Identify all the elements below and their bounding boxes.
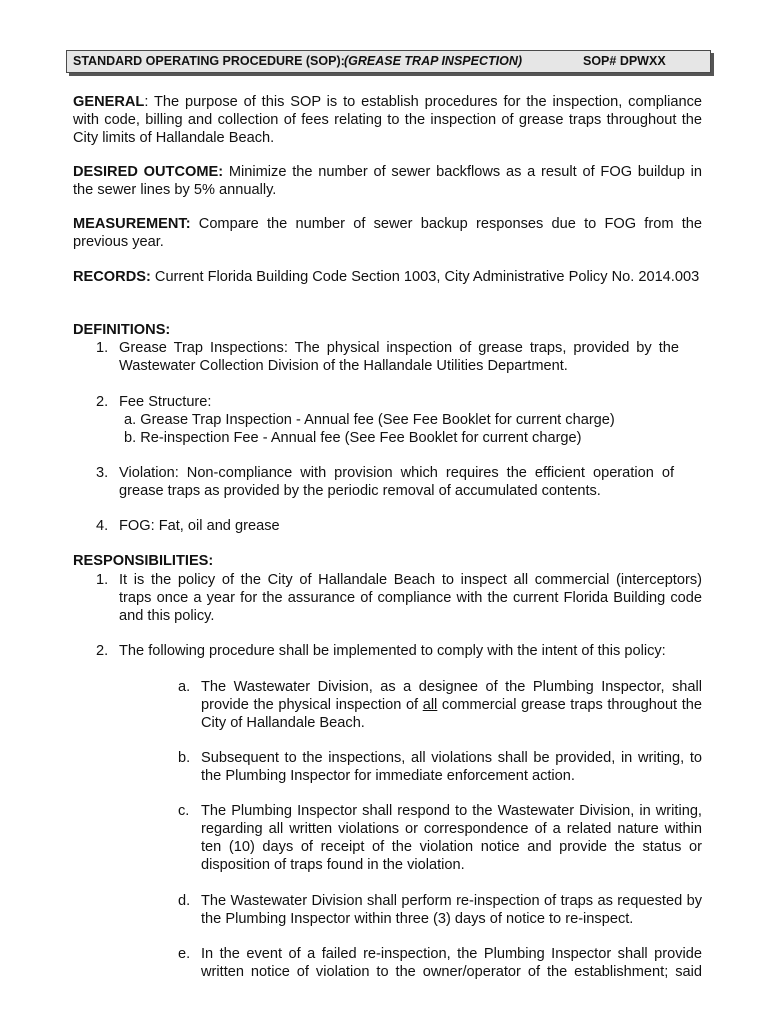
records-section <box>73 268 702 286</box>
responsibility-number: 1. <box>96 572 109 588</box>
definition-item: Fee Structure: <box>119 394 212 410</box>
responsibilities-heading: RESPONSIBILITIES: <box>73 553 214 569</box>
measurement-text: Compare the number of sewer backup responses due to FOG from the previous year. <box>73 216 702 250</box>
records-text: Current Florida Building Code Section 1003, City Administrative Policy No. 2014.003 <box>150 269 700 285</box>
fee-structure-subitem: b. Re-inspection Fee - Annual fee (See Fee Booklet for current charge) <box>124 430 582 446</box>
responsibility-number: 2. <box>96 643 109 659</box>
sop-header-label: STANDARD OPERATING PROCEDURE (SOP): <box>73 54 345 68</box>
procedure-underlined-word: all <box>422 697 438 713</box>
responsibility-item: The following procedure shall be implemented to comply with the intent of this policy: <box>119 643 666 659</box>
measurement-section <box>73 215 702 251</box>
records-heading: RECORDS: <box>73 269 151 285</box>
procedure-letter: d. <box>178 893 191 909</box>
procedure-text-before: The Wastewater Division, as a designee of the Plumbing Inspector, shall provide the physical inspection of <box>201 679 702 713</box>
procedure-text-after: commercial grease traps throughout the City of Hallandale Beach. <box>201 697 702 731</box>
definition-item: Grease Trap Inspections: The physical inspection of grease traps, provided by the Wastewater Collection Division of the Hallandale Utilities Department. <box>119 340 679 374</box>
measurement-heading: MEASUREMENT: <box>73 216 191 232</box>
general-heading: GENERAL <box>73 94 145 110</box>
procedure-item: Subsequent to the inspections, all violations shall be provided, in writing, to the Plumbing Inspector for immediate enforcement action. <box>201 750 702 784</box>
definition-item: FOG: Fat, oil and grease <box>119 518 280 534</box>
procedure-letter: e. <box>178 946 191 962</box>
definition-number: 1. <box>96 340 109 356</box>
procedure-item <box>201 678 702 732</box>
procedure-item: In the event of a failed re-inspection, the Plumbing Inspector shall provide written notice of violation to the owner/operator of the establishment; said <box>201 946 702 980</box>
responsibility-item: It is the policy of the City of Hallandale Beach to inspect all commercial (interceptors) traps once a year for the assurance of compliance with the current Florida Building code and this policy. <box>119 572 702 624</box>
procedure-item: The Wastewater Division shall perform re-inspection of traps as requested by the Plumbing Inspector within three (3) days of notice to re-inspect. <box>201 893 702 927</box>
desired-outcome-section <box>73 163 702 199</box>
definition-item: Violation: Non-compliance with provision which requires the efficient operation of grease traps as provided by the periodic removal of accumulated contents. <box>119 465 674 499</box>
procedure-item: The Plumbing Inspector shall respond to the Wastewater Division, in writing, regarding all written violations or correspondence of a related nature within ten (10) days of receipt of the violation notice and provide the status or disposition of traps found in the violation. <box>201 803 702 873</box>
procedure-letter: b. <box>178 750 191 766</box>
desired-outcome-text: Minimize the number of sewer backflows as a result of FOG buildup in the sewer lines by 5% annually. <box>73 164 703 198</box>
definition-number: 3. <box>96 465 109 481</box>
desired-outcome-heading: DESIRED OUTCOME: <box>73 164 224 180</box>
definition-number: 4. <box>96 518 109 534</box>
definitions-heading: DEFINITIONS: <box>73 322 171 338</box>
general-section <box>73 93 702 147</box>
fee-structure-subitem: a. Grease Trap Inspection - Annual fee (See Fee Booklet for current charge) <box>124 412 615 428</box>
procedure-letter: c. <box>178 803 190 819</box>
sop-header-title: (GREASE TRAP INSPECTION) <box>344 54 523 68</box>
sop-number: SOP# DPWXX <box>583 54 666 68</box>
sop-header-box <box>66 50 711 73</box>
general-text: : The purpose of this SOP is to establish procedures for the inspection, compliance with code, billing and collection of fees relating to the inspection of grease traps throughout the City limits of Hallandale Beach. <box>73 94 702 146</box>
definition-number: 2. <box>96 394 109 410</box>
procedure-letter: a. <box>178 679 191 695</box>
